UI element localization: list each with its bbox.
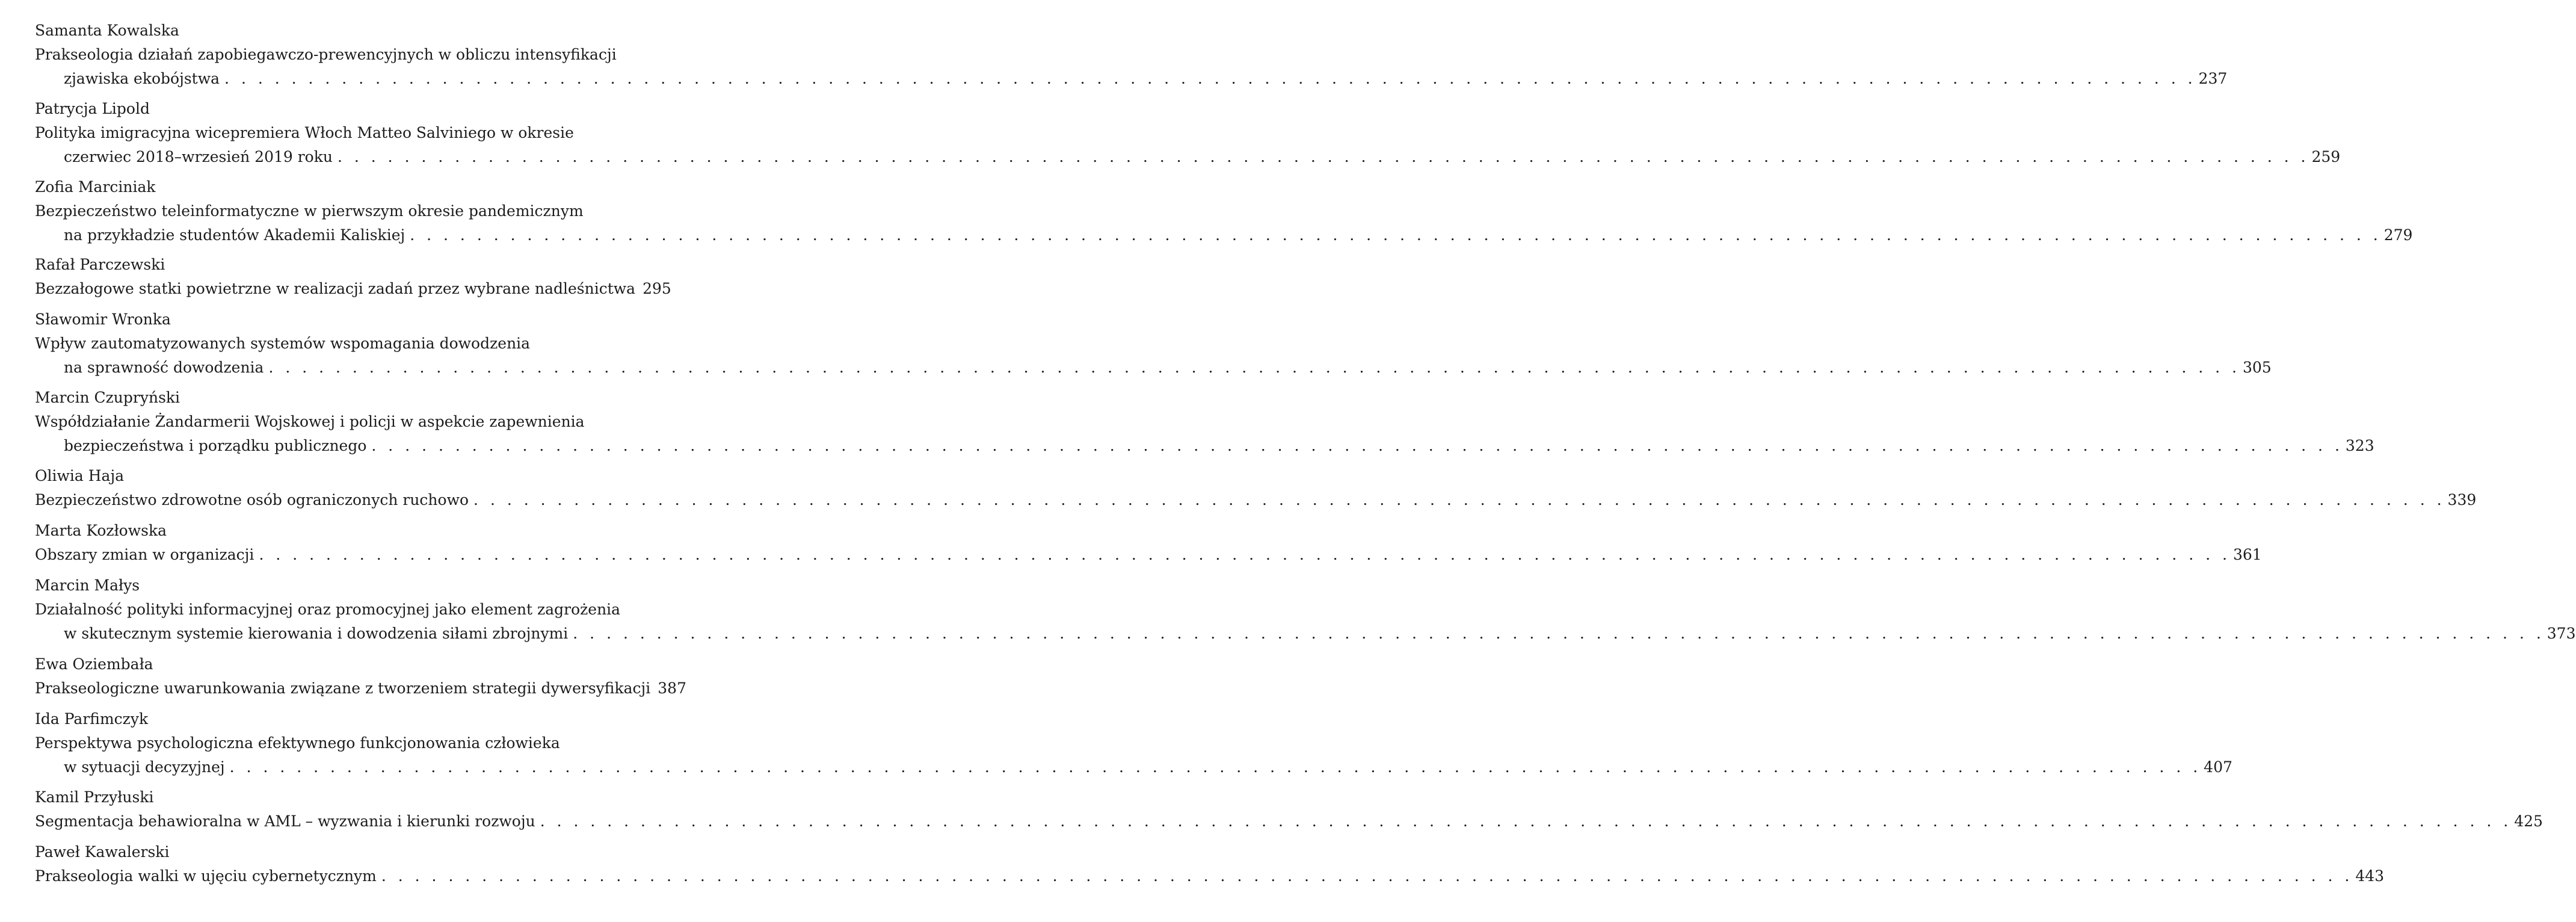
entry-title-last-line [35,755,2232,779]
toc-entry [35,840,2385,888]
entry-title-last-line [35,223,2413,247]
entry-title-last-line [35,864,2385,888]
entry-page-number: 407 [2204,758,2232,776]
dot-leader [573,622,2545,646]
dot-leader [410,223,2382,247]
entry-page-number: 373 [2547,625,2576,642]
entry-page-number: 237 [2198,70,2228,87]
entry-title-text: bezpieczeństwa i porządku publicznego [64,437,367,454]
entry-title-text: Prakseologia walki w ujęciu cybernetycznym [35,867,377,885]
entry-page-number: 259 [2311,148,2341,166]
toc-entry [35,464,2477,512]
toc-entry [35,253,671,301]
entry-page-number: 305 [2242,359,2272,376]
dot-leader [371,434,2343,458]
entry-page-number: 443 [2355,867,2385,885]
toc-entry [35,97,2341,169]
dot-leader [268,356,2240,380]
dot-leader [381,864,2353,888]
toc-entry [35,386,2374,458]
entry-author: Marcin Małys [35,577,140,594]
entry-title-line: Perspektywa psychologiczna efektywnego funkcjonowania człowieka [35,734,560,752]
entry-title-text: Bezpieczeństwo zdrowotne osób ograniczonych ruchowo [35,491,469,509]
entry-title-last-line [35,434,2374,458]
entry-author: Oliwia Haja [35,467,125,484]
entry-author: Sławomir Wronka [35,311,171,328]
entry-page-number: 425 [2514,812,2543,830]
entry-title-text: w sytuacji decyzyjnej [64,758,225,776]
toc-entry [35,574,2576,646]
entry-title-last-line [35,277,671,301]
entry-title-last-line [35,622,2576,646]
dot-leader [473,488,2445,512]
entry-title-text: Prakseologiczne uwarunkowania związane z tworzeniem strategii dywersyfikacji [35,679,651,697]
entry-page-number: 361 [2232,546,2262,563]
toc-entry [35,19,2228,91]
entry-author: Paweł Kawalerski [35,843,170,861]
entry-title-text: na przykładzie studentów Akademii Kaliskiej [64,226,405,244]
entry-title-last-line [35,488,2477,512]
entry-title-last-line [35,356,2272,380]
entry-author: Zofia Marciniak [35,178,156,196]
dot-leader [540,809,2512,834]
entry-author: Kamil Przyłuski [35,788,154,806]
entry-title-text: Segmentacja behawioralna w AML – wyzwania i kierunki rozwoju [35,812,535,830]
entry-page-number: 323 [2345,437,2374,454]
toc-entry [35,785,2543,834]
dot-leader [259,543,2231,567]
entry-title-line: Działalność polityki informacyjnej oraz promocyjnej jako element zagrożenia [35,601,621,618]
entry-author: Ewa Oziembała [35,655,153,673]
entry-title-text: czerwiec 2018–wrzesień 2019 roku [64,148,333,166]
entry-page-number: 295 [642,280,671,297]
entry-title-last-line [35,676,686,701]
entry-author: Ida Parfimczyk [35,710,149,728]
dot-leader [224,67,2196,91]
entry-author: Marcin Czupryński [35,389,180,406]
entry-author: Marta Kozłowska [35,522,167,539]
entry-title-text: w skutecznym systemie kierowania i dowodzenia siłami zbrojnymi [64,625,569,642]
entry-title-line: Wpływ zautomatyzowanych systemów wspomagania dowodzenia [35,335,531,352]
entry-title-last-line [35,145,2341,169]
entry-title-last-line [35,809,2543,834]
toc-entry [35,175,2413,247]
entry-title-last-line [35,543,2262,567]
entry-title-line: Prakseologia działań zapobiegawczo-prewencyjnych w obliczu intensyfikacji [35,46,617,63]
entry-title-text: Obszary zmian w organizacji [35,546,254,563]
dot-leader [337,145,2309,169]
dot-leader [230,755,2202,779]
toc-entry [35,707,2232,779]
entry-title-last-line [35,67,2228,91]
entry-title-text: zjawiska ekobójstwa [64,70,220,87]
entry-page-number: 339 [2447,491,2477,509]
entry-page-number: 387 [658,679,686,697]
entry-title-line: Polityka imigracyjna wicepremiera Włoch Matteo Salviniego w okresie [35,124,574,141]
toc-entry [35,519,2262,567]
entry-page-number: 279 [2383,226,2413,244]
entry-title-text: na sprawność dowodzenia [64,359,264,376]
entry-author: Samanta Kowalska [35,22,179,39]
entry-author: Patrycja Lipold [35,100,150,117]
entry-title-line: Współdziałanie Żandarmerii Wojskowej i policji w aspekcie zapewnienia [35,413,585,430]
entry-author: Rafał Parczewski [35,256,165,273]
toc-entry [35,308,2272,380]
entry-title-text: Bezzałogowe statki powietrzne w realizacji zadań przez wybrane nadleśnictwa [35,280,636,297]
entry-title-line: Bezpieczeństwo teleinformatyczne w pierwszym okresie pandemicznym [35,202,584,220]
toc-entry [35,652,686,701]
